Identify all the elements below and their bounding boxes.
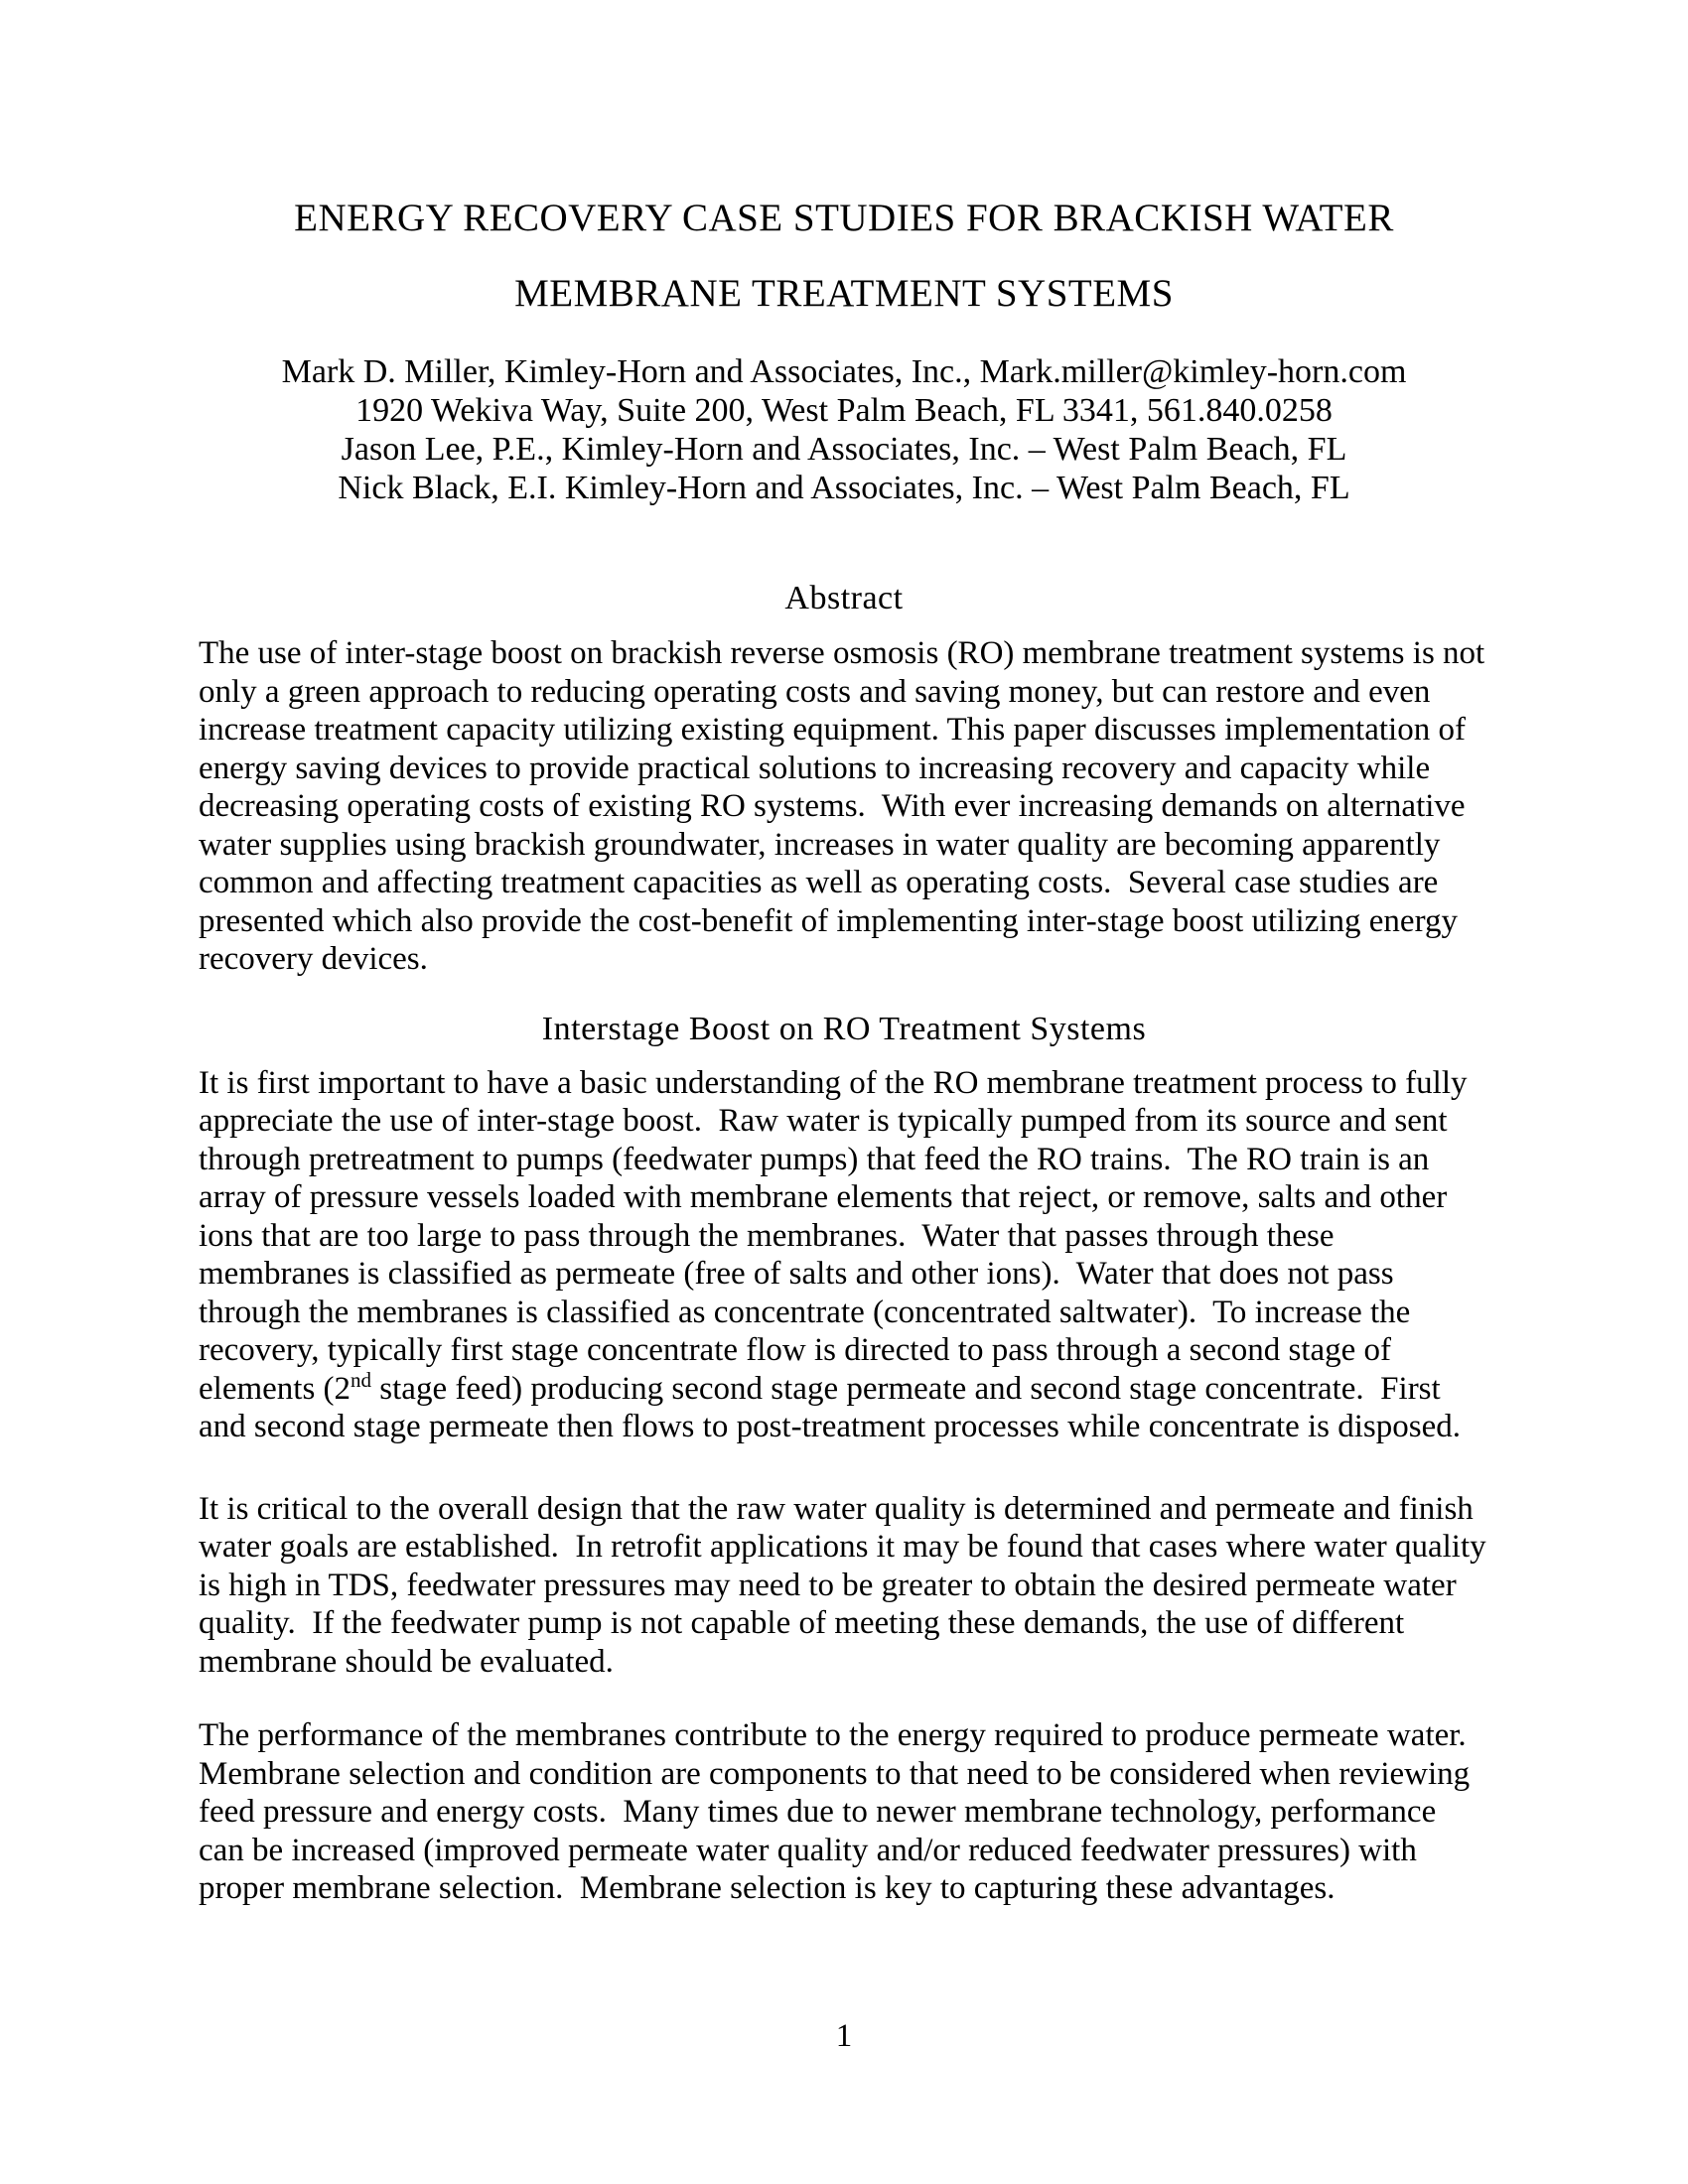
ordinal-superscript: nd: [351, 1367, 372, 1392]
section-heading-interstage-boost: Interstage Boost on RO Treatment Systems: [541, 1010, 1147, 1047]
page-content: [199, 0, 1494, 1908]
paper-title-line-2: MEMBRANE TREATMENT SYSTEMS: [514, 272, 1174, 315]
abstract-paragraph: The use of inter-stage boost on brackish reverse osmosis (RO) membrane treatment systems is not only a green approach to reducing operating costs and saving money, but can restore and even increase treatment capacity utilizing existing equipment. This paper discusses implementation of energy saving devices to provide practical solutions to increasing recovery and capacity while decreasing operating costs of existing RO systems. With ever increasing demands on alternative water supplies using brackish groundwater, increases in water quality are becoming apparently common and affecting treatment capacities as well as operating costs. Several case studies are presented which also provide the cost-benefit of implementing inter-stage boost utilizing energy recovery devices.: [199, 635, 1493, 977]
author-line-3: Nick Black, E.I. Kimley-Horn and Associates, Inc. – West Palm Beach, FL: [338, 470, 1350, 506]
author-block: [199, 352, 1489, 507]
body-paragraph-1-text-before-superscript: It is first important to have a basic understanding of the RO membrane treatment process to fully appreciate the use of inter-stage boost. Raw water is typically pumped from its source and sent through pretreatment to pumps (feedwater pumps) that feed the RO trains. The RO train is an array of pressure vessels loaded with membrane elements that reject, or remove, salts and other ions that are too large to pass through the membranes. Water that passes through these membranes is classified as permeate (free of salts and other ions). Water that does not pass through the membranes is classified as concentrate (concentrated saltwater). To increase the recovery, typically first stage concentrate flow is directed to pass through a second stage of elements (2: [199, 1064, 1476, 1407]
author-line-2: Jason Lee, P.E., Kimley-Horn and Associates, Inc. – West Palm Beach, FL: [341, 431, 1347, 468]
page-number: 1: [835, 2018, 853, 2054]
body-paragraph-3: The performance of the membranes contribute to the energy required to produce permeate water. Membrane selection and condition are components to that need to be considered when reviewing feed pressure and energy costs. Many times due to newer membrane technology, performance can be increased (improved permeate water quality and/or reduced feedwater pressures) with proper membrane selection. Membrane selection is key to capturing these advantages.: [199, 1717, 1483, 1906]
abstract-heading: Abstract: [784, 580, 904, 616]
body-paragraph-2: It is critical to the overall design that the raw water quality is determined and permeate and finish water goals are established. In retrofit applications it may be found that cases where water quality is high in TDS, feedwater pressures may need to be greater to obtain the desired permeate water quality. If the feedwater pump is not capable of meeting these demands, the use of different membrane should be evaluated.: [199, 1490, 1494, 1680]
author-address-line: 1920 Wekiva Way, Suite 200, West Palm Beach, FL 3341, 561.840.0258: [355, 392, 1333, 429]
body-paragraph-1: [199, 1064, 1489, 1446]
paper-title-line-1: ENERGY RECOVERY CASE STUDIES FOR BRACKISH WATER: [294, 197, 1394, 239]
author-line-1: Mark D. Miller, Kimley-Horn and Associates, Inc., Mark.miller@kimley-horn.com: [281, 353, 1407, 390]
body-paragraph-1-text-after-superscript: stage feed) producing second stage permeate and second stage concentrate. First and second stage permeate then flows to post-treatment processes while concentrate is disposed.: [199, 1370, 1462, 1444]
